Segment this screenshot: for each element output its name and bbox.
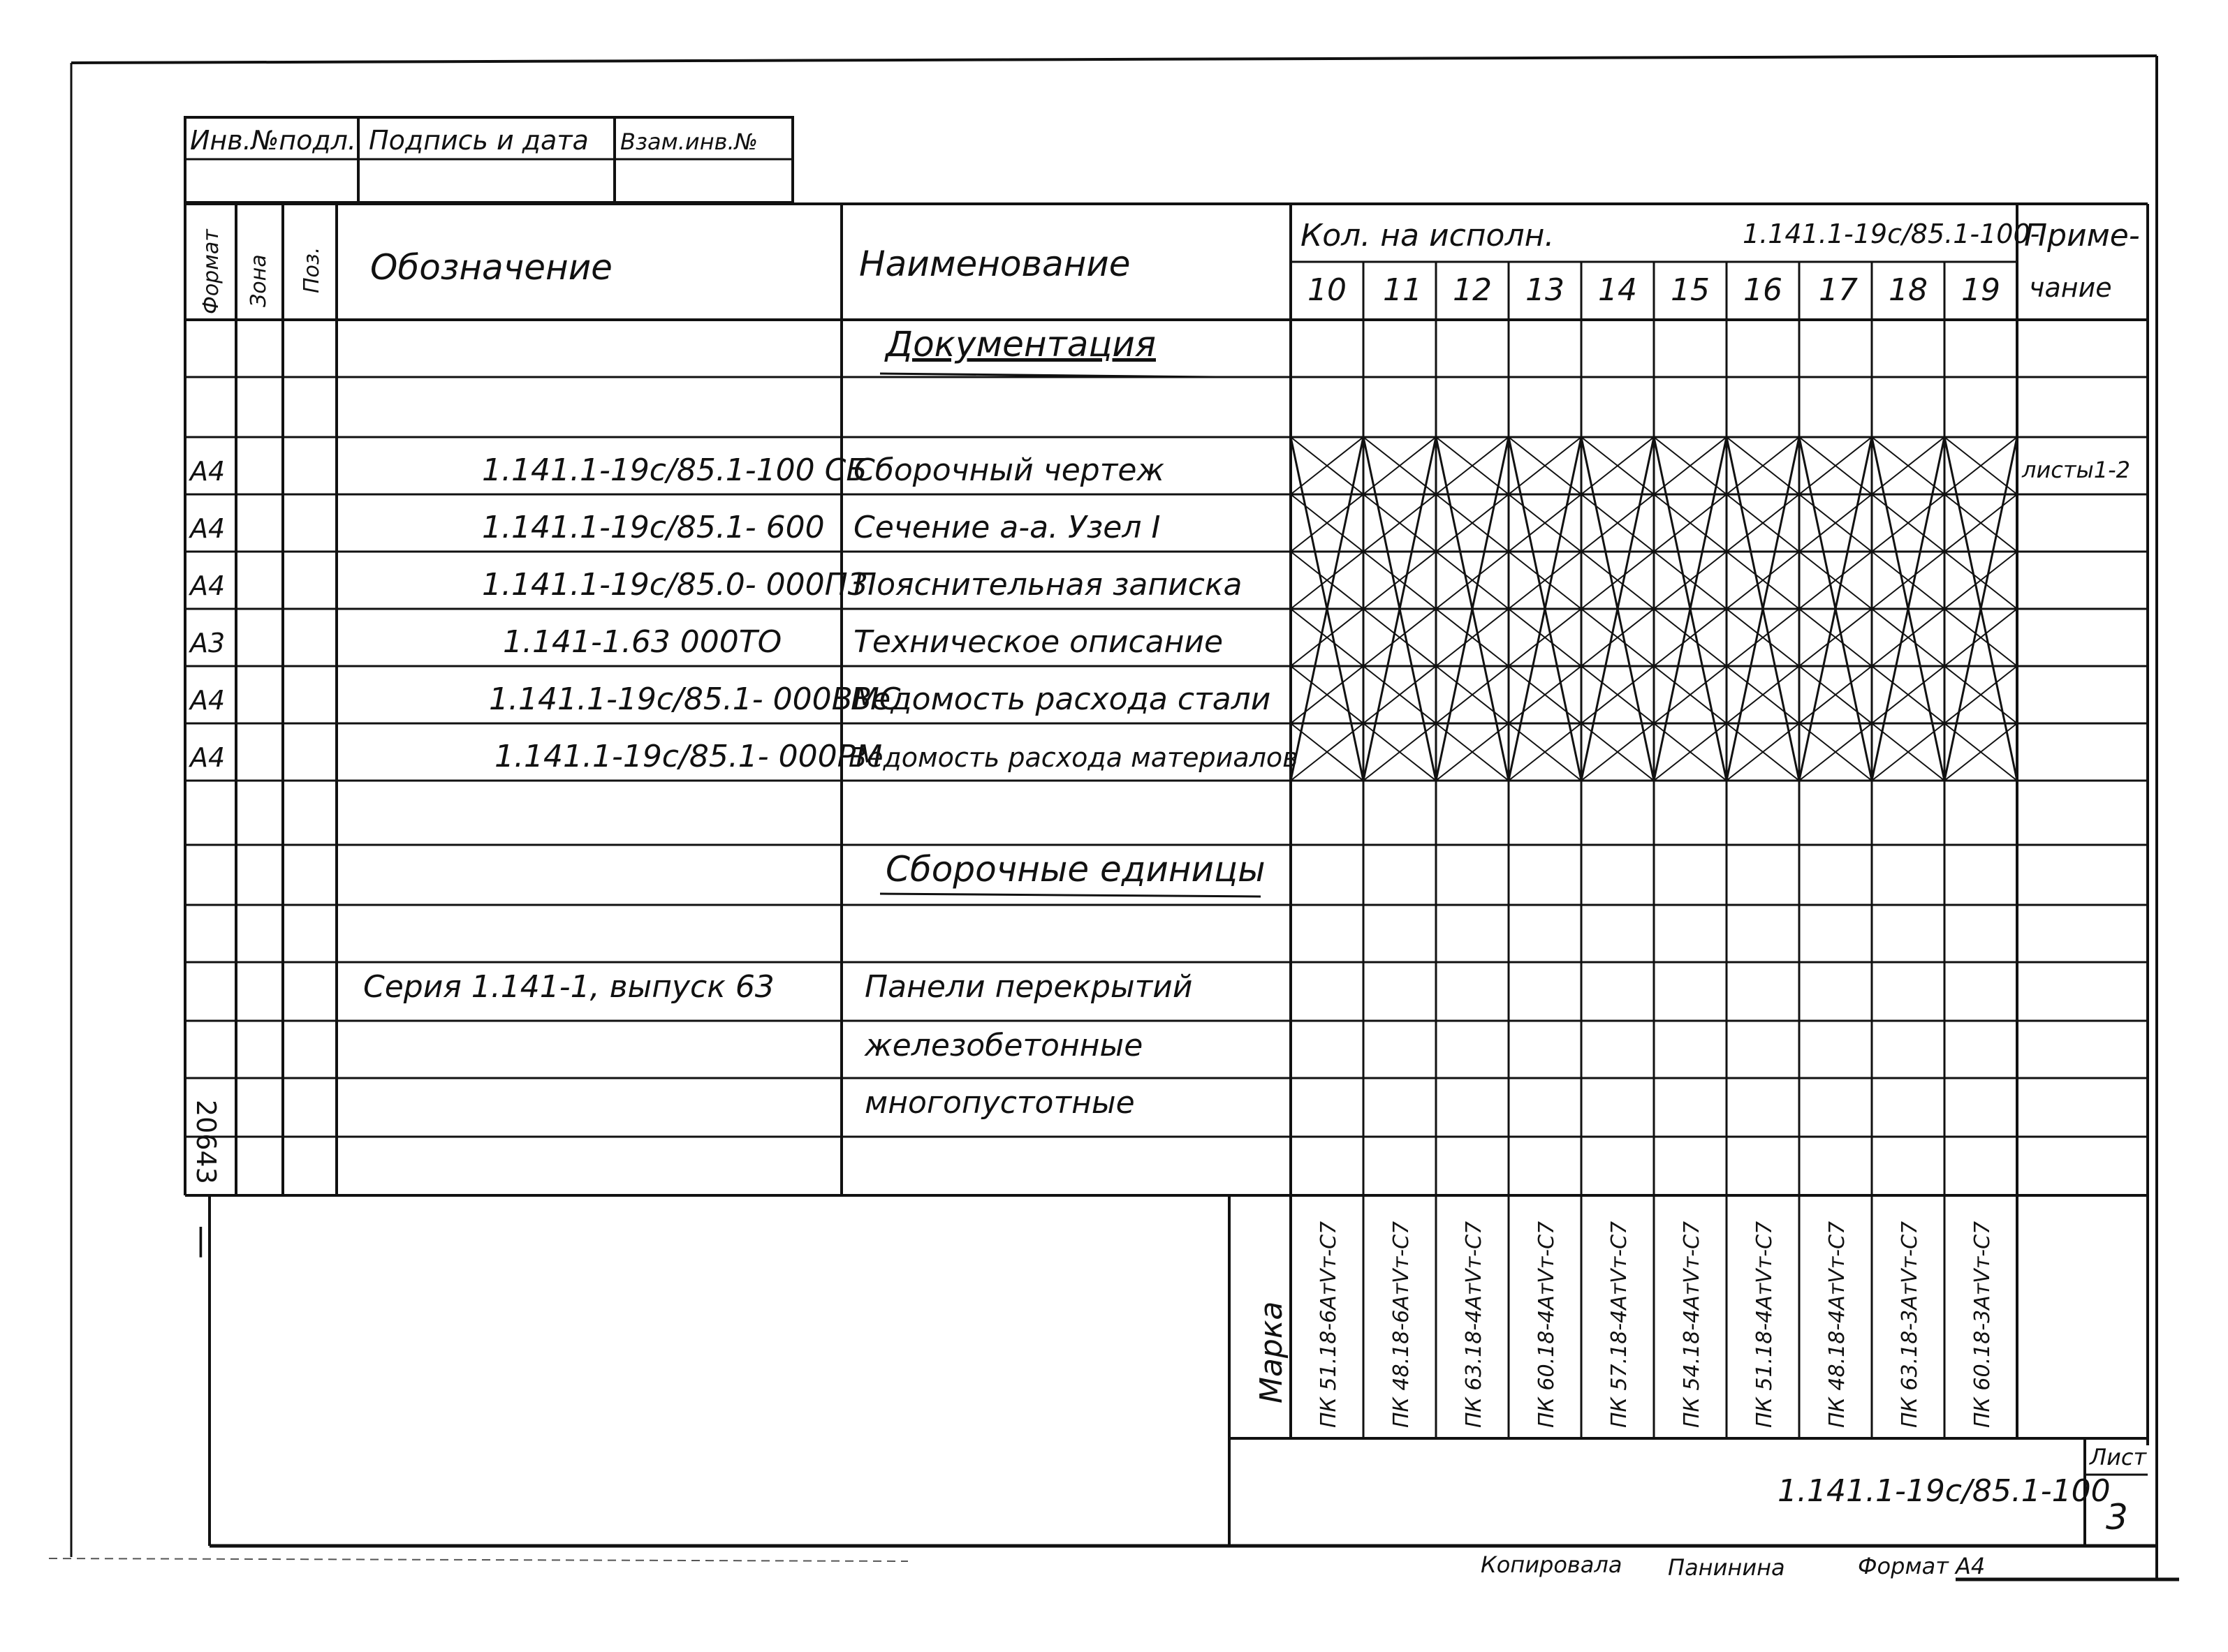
row-name: Сечение а-а. Узел I [853, 510, 1161, 545]
table-row [188, 681, 1270, 717]
marka-item: ПК 63.18-3АтVт-С7 [1898, 1220, 1922, 1428]
marka-item: ПК 60.18-3АтVт-С7 [1970, 1220, 1995, 1428]
row-format: А4 [190, 570, 226, 601]
exec-col-19: 19 [1961, 272, 2000, 308]
row-designation: 1.141.1-19с/85.1- 600 [482, 510, 825, 545]
row-format: А4 [190, 456, 226, 487]
documentation-rows [188, 452, 2130, 774]
exec-col-14: 14 [1598, 272, 1637, 308]
format-header: Формат [199, 229, 223, 314]
side-mark: | [196, 1222, 206, 1258]
footer-checked-by: Панинина [1668, 1554, 1785, 1581]
header-doc-code: 1.141.1-19с/85.1-100- [1743, 219, 2040, 249]
marka-item: ПК 48.18-6АтVт-С7 [1389, 1220, 1414, 1428]
table-row [188, 739, 1298, 774]
row-format: А3 [190, 628, 226, 658]
exec-col-17: 17 [1819, 272, 1858, 308]
row-name: Ведомость расхода стали [851, 681, 1271, 717]
marka-list [1317, 1221, 1995, 1428]
zone-header: Зона [247, 254, 271, 307]
row-note: листы1-2 [2022, 457, 2131, 483]
notes-header-1: Приме- [2024, 218, 2140, 253]
sheet-label: Лист [2090, 1444, 2147, 1470]
exec-col-11: 11 [1383, 272, 1422, 308]
marka-item: ПК 63.18-4АтVт-С7 [1462, 1220, 1486, 1428]
series-name-3: многопустотные [865, 1085, 1135, 1121]
marka-item: ПК 57.18-4АтVт-С7 [1607, 1220, 1632, 1428]
table-row [188, 452, 2130, 488]
footer-copied-by: Копировала [1481, 1551, 1622, 1578]
row-designation: 1.141.1-19с/85.0- 000ПЗ [482, 567, 867, 603]
row-name: Техническое описание [853, 624, 1224, 660]
sheet-number: 3 [2106, 1497, 2128, 1537]
table-row [188, 510, 1160, 545]
series-name-1: Панели перекрытий [865, 969, 1193, 1005]
row-name: Пояснительная записка [853, 567, 1243, 603]
name-header: Наименование [859, 244, 1131, 284]
exec-col-12: 12 [1453, 272, 1492, 308]
section-assembly-units: Сборочные единицы [886, 849, 1266, 890]
marka-item: ПК 51.18-6АтVт-С7 [1317, 1220, 1341, 1428]
marka-item: ПК 51.18-4АтVт-С7 [1752, 1220, 1777, 1428]
footer-rule [49, 1558, 908, 1561]
marka-item: ПК 48.18-4АтVт-С7 [1825, 1220, 1849, 1428]
row-format: А4 [190, 742, 226, 773]
row-designation: 1.141.1-19с/85.1- 000РМ [494, 739, 883, 774]
row-name: Сборочный чертеж [853, 452, 1165, 488]
series-designation: Серия 1.141-1, выпуск 63 [363, 969, 775, 1005]
table-row [188, 567, 1242, 603]
qty-header: Кол. на исполн. [1300, 218, 1555, 253]
row-designation: 1.141.1-19с/85.1- 000ВМС [489, 681, 901, 717]
section-documentation: Документация [886, 324, 1156, 364]
table-row [188, 624, 1223, 660]
notes-header-2: чание [2029, 272, 2112, 303]
footer-format: Формат А4 [1858, 1553, 1986, 1579]
signature-date-label: Подпись и дата [369, 125, 589, 156]
exec-col-18: 18 [1889, 272, 1928, 308]
row-name: Ведомость расхода материалов [849, 742, 1298, 773]
section-assembly-underline [880, 894, 1261, 897]
marka-item: ПК 60.18-4АтVт-С7 [1534, 1220, 1559, 1428]
replace-inv-label: Взам.инв.№ [620, 128, 758, 155]
series-name-2: железобетонные [865, 1028, 1143, 1063]
marka-label: Марка [1254, 1301, 1289, 1403]
title-doc-number: 1.141.1-19с/85.1-100 [1778, 1473, 2111, 1509]
exec-col-13: 13 [1525, 272, 1564, 308]
row-designation: 1.141-1.63 000ТО [503, 624, 782, 660]
exec-col-10: 10 [1307, 272, 1347, 308]
row-format: А4 [190, 513, 226, 544]
row-format: А4 [190, 685, 226, 716]
exec-col-15: 15 [1671, 272, 1710, 308]
side-archive-number: 20643 [191, 1100, 221, 1184]
marka-item: ПК 54.18-4АтVт-С7 [1680, 1220, 1704, 1428]
inv-no-label: Инв.№подл. [190, 125, 357, 156]
row-designation: 1.141.1-19с/85.1-100 СБ [482, 452, 867, 488]
exec-col-16: 16 [1743, 272, 1782, 308]
designation-header: Обозначение [370, 247, 613, 288]
pos-header: Поз. [300, 246, 324, 293]
